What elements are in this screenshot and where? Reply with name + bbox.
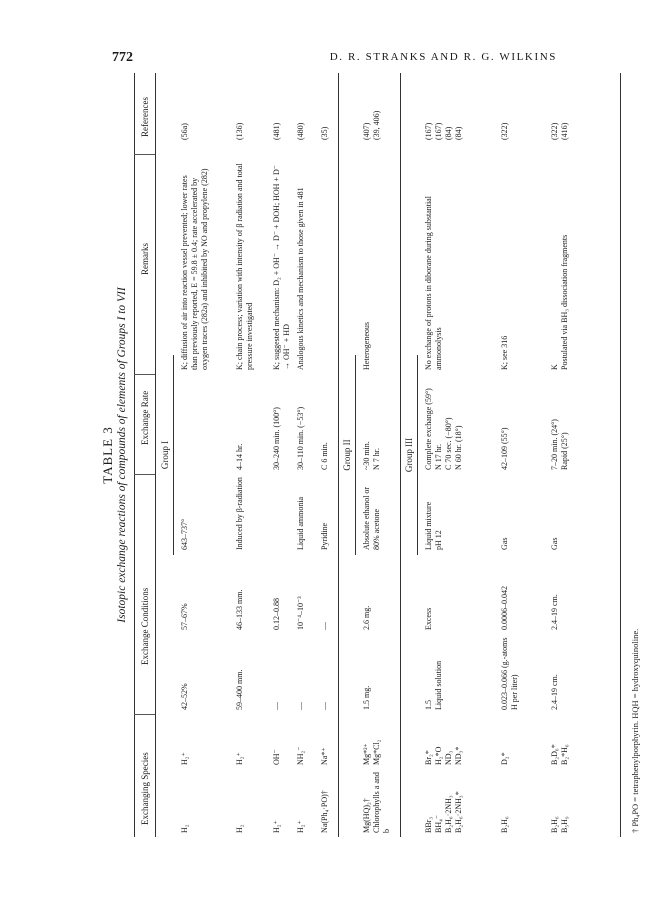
cell-refs: (322) — [500, 122, 509, 140]
cell-species-b: Na*⁺ — [320, 747, 329, 765]
cell-species-b: Mg*²⁺ Mg*Cl₂ — [362, 739, 381, 765]
cell-remarks: K; see 316 — [500, 335, 509, 370]
cell-remarks: No exchange of protons in diborane during substantial ammonolysis — [424, 196, 443, 370]
cell-species-b: H₂⁺ — [180, 752, 189, 765]
cell-remarks: K Postulated via BH₃ dissociation fragments — [550, 234, 569, 370]
header-remarks: Remarks — [140, 243, 150, 275]
table-caption: Isotopic exchange reactions of compounds of elements of Groups I to VII — [116, 287, 128, 623]
cell-remarks: K; diffusion of air into reaction vessel prevented; lower rates than previously reported, E = 59.8 ± 0.4; rate accelerated by oxygen traces (282a) and inhibited by NO and propylene (282) — [180, 168, 209, 370]
cell-species-a: B₂H₆ — [500, 816, 509, 833]
bottom-rule — [620, 73, 621, 837]
group-label: Group II — [342, 439, 352, 471]
cell-species-b: H₂⁺ — [235, 752, 244, 765]
cell-cond-3: Pyridine — [320, 522, 329, 550]
page-number: 772 — [112, 50, 133, 65]
cell-remarks: Analogous kinetics and mechanism to those given in 481 — [296, 187, 305, 370]
cell-rate: C 6 min. — [320, 442, 329, 470]
cell-species-b: NH₂⁻ — [296, 746, 305, 765]
group-rule — [173, 355, 174, 555]
cell-cond-2: 46–133 mm. — [235, 589, 244, 630]
cell-refs: (481) — [272, 122, 281, 140]
group-rule — [417, 355, 418, 555]
header-references: References — [140, 97, 150, 137]
cell-species-a: Na(Ph₄·PO)† — [320, 790, 329, 833]
group-label: Group III — [404, 437, 414, 473]
cell-refs: (407) (39, 406) — [362, 110, 381, 140]
cell-rate: Complete exchange (59°) N 17 hr. C 70 sec. (−80°) N 60 hr. (18°) — [424, 388, 463, 470]
cell-cond-2: 0.0006–0.042 — [500, 586, 509, 630]
cell-species-a: H₂⁺ — [272, 820, 281, 833]
cell-refs: (56a) — [180, 123, 189, 140]
footnote: † Ph₄PO = tetraphenylporphyrin. HQH = hydroxyquinoline. — [630, 628, 640, 833]
cell-refs: (322) (416) — [550, 122, 569, 140]
cell-rate: 42–109 (55°) — [500, 427, 509, 470]
cell-remarks: K; suggested mechanism: D₂ + OH⁻ → D⁻ + DOH; HOH + D⁻ → OH⁻ + HD — [272, 165, 291, 370]
header-conditions: Exchange Conditions — [140, 587, 150, 665]
cell-cond-1: 1.5 mg. — [362, 685, 371, 710]
header-rate: Exchange Rate — [140, 390, 150, 445]
cell-cond-3: Gas — [550, 537, 559, 550]
cell-cond-3: Liquid ammonia — [296, 496, 305, 550]
cell-species-a: H₂ — [180, 824, 189, 833]
cell-species-a: B₂H₆ B₅H₉ — [550, 816, 569, 833]
cell-refs: (136) — [235, 122, 244, 140]
cell-cond-1: 42–52% — [180, 683, 189, 710]
cell-cond-1: — — [296, 702, 305, 710]
cell-species-b: B₂D₆* B₂*H₆ — [550, 744, 569, 765]
cell-cond-1: 2.4–19 cm. — [550, 674, 559, 710]
cell-refs: (167) (167) (84) (84) — [424, 122, 463, 140]
group-rule — [355, 355, 356, 555]
cell-cond-3: Absolute ethanol or 80% acetone — [362, 486, 381, 550]
col-sep — [134, 374, 155, 375]
cell-species-a: BBr₃ BH₄⁻ B₂H₆·2NH₃ B₂H₆·2NH₃* — [424, 791, 463, 833]
cell-cond-2: 0.12–0.88 — [272, 598, 281, 630]
group-divider — [338, 73, 339, 837]
rotated-table — [100, 55, 660, 855]
cell-refs: (35) — [320, 126, 329, 140]
table-title: TABLE 3 — [100, 426, 115, 484]
cell-species-a: H₂ — [235, 824, 244, 833]
cell-cond-3: Gas — [500, 537, 509, 550]
cell-cond-3: 643–737° — [180, 518, 189, 550]
cell-remarks: K; chain process; variation with intensity of β radiation and total pressure investigated — [235, 163, 254, 370]
top-rule — [134, 73, 135, 837]
cell-cond-2: 10⁻⁴–10⁻³ — [296, 596, 305, 630]
cell-cond-3: Induced by β-radiation — [235, 477, 244, 550]
cell-remarks: Heterogeneous — [362, 322, 371, 370]
cell-rate: 4–14 hr. — [235, 443, 244, 470]
cell-species-a: H₂⁺ — [296, 820, 305, 833]
group-label: Group I — [160, 440, 170, 470]
cell-rate: 30–240 min. (100°) — [272, 407, 281, 470]
cell-cond-1: — — [272, 702, 281, 710]
header-rule — [155, 73, 156, 837]
cell-species-b: D₂* — [500, 752, 509, 765]
cell-rate: ~30 min. N 7 hr. — [362, 441, 381, 470]
cell-cond-1: 1.5 Liquid solution — [424, 660, 443, 710]
cell-rate: 30–110 min. (−53°) — [296, 406, 305, 470]
cell-species-b: OH⁻ — [272, 749, 281, 765]
cell-cond-1: 59–400 mm. — [235, 669, 244, 710]
cell-cond-2: 2.6 mg. — [362, 605, 371, 630]
cell-cond-2: 2.4–19 cm. — [550, 594, 559, 630]
cell-cond-2: — — [320, 622, 329, 630]
col-sep — [134, 714, 155, 715]
cell-cond-2: 57–67% — [180, 603, 189, 630]
cell-cond-2: Excess — [424, 607, 433, 630]
col-sep — [134, 474, 155, 475]
cell-species-b: Br₂* H₂*O ND₃ ND₃* — [424, 746, 463, 765]
running-head: D. R. STRANKS AND R. G. WILKINS — [329, 51, 557, 63]
cell-cond-3: Liquid mixture pH 12 — [424, 501, 443, 550]
cell-species-a: Mg(HQ)₂† Chlorophylls a and b — [362, 772, 391, 833]
cell-cond-1: — — [320, 702, 329, 710]
cell-rate: 7–20 min. (24°) Rapid (25°) — [550, 419, 569, 470]
header-species: Exchanging Species — [140, 752, 150, 825]
cell-refs: (480) — [296, 122, 305, 140]
group-divider — [400, 73, 401, 837]
col-sep — [134, 154, 155, 155]
cell-cond-1: 0.023–0.066 (g.-atoms H per liter) — [500, 637, 519, 710]
